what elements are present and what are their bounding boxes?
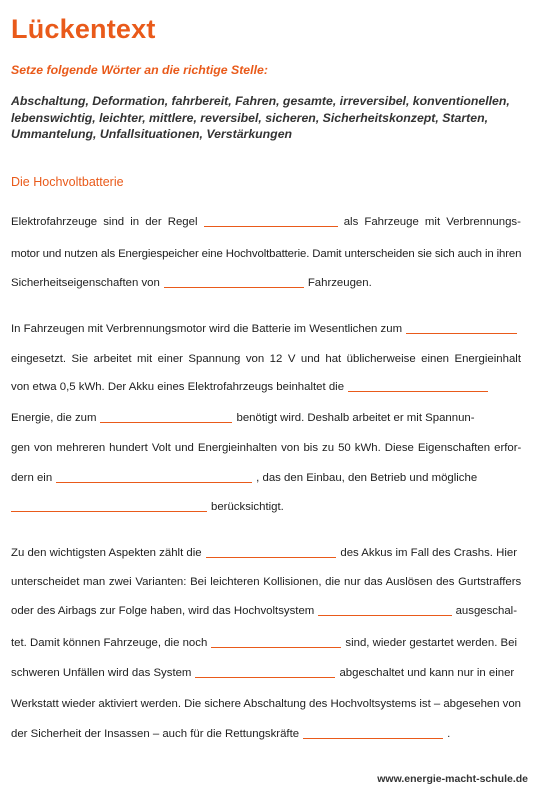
text-line [11,497,521,517]
text: Energie, die zum [11,412,97,424]
text: eingesetzt. Sie arbeitet mit einer Spannung von 12 V und hat üblicherweise einen Energieinhalt [11,353,521,365]
blank-field[interactable] [211,635,341,648]
text: motor und nutzen als Energiespeicher eine Hochvoltbatterie. Damit unterscheiden sie sich auch in ihren [11,248,522,260]
text: Sicherheitseigenschaften von [11,277,160,289]
blank-field[interactable] [204,214,338,227]
text: benötigt wird. Deshalb arbeitet er mit Spannun- [236,412,475,424]
blank-field[interactable] [56,470,252,483]
text: mit [424,216,441,228]
text-line [11,377,521,397]
blank-field[interactable] [164,275,304,288]
text-line [11,601,521,621]
text: als [343,216,359,228]
text: Regel [167,216,198,228]
text: in [130,216,140,228]
text: gen von mehreren hundert Volt und Energieinhalten von bis zu 50 kWh. Diese Eigenschaften erfor- [11,442,522,454]
text: unterscheidet man zwei Varianten: Bei leichteren Kollisionen, die nur das Auslösen des Gurtstraffers [11,576,522,588]
text: Verbrennungs- [446,216,521,228]
text: . [447,728,451,740]
text-line [11,212,521,232]
text: der [145,216,162,228]
text-line [11,724,521,744]
text: oder des Airbags zur Folge haben, wird das Hochvoltsystem [11,605,315,617]
text-line [11,319,521,339]
footer-url: www.energie-macht-schule.de [377,773,528,785]
text-line [11,694,521,714]
text-line [11,543,521,563]
text: Fahrzeuge [364,216,419,228]
text-line [11,663,521,683]
text: ausgeschal- [455,605,517,617]
text: schweren Unfällen wird das System [11,667,192,679]
text: In Fahrzeugen mit Verbrennungsmotor wird die Batterie im Wesentlichen zum [11,323,403,335]
blank-field[interactable] [100,410,232,423]
text: sind [103,216,125,228]
blank-field[interactable] [195,665,335,678]
text-line [11,349,521,369]
blank-field[interactable] [303,726,443,739]
blank-field[interactable] [206,545,337,558]
text: Werkstatt wieder aktiviert werden. Die sichere Abschaltung des Hochvoltsystems ist – abgesehen von [11,698,521,710]
text: des Akkus im Fall des Crashs. Hier [340,547,517,559]
instruction: Setze folgende Wörter an die richtige Stelle: [11,63,268,77]
text-line [11,633,521,653]
text-line [11,273,521,293]
text-line [11,572,521,592]
text-line [11,244,521,264]
text: der Sicherheit der Insassen – auch für die Rettungskräfte [11,728,300,740]
blank-field[interactable] [11,499,207,512]
text: Fahrzeugen. [307,277,372,289]
text: dern ein [11,472,53,484]
text: von etwa 0,5 kWh. Der Akku eines Elektrofahrzeugs beinhaltet die [11,381,345,393]
text: , das den Einbau, den Betrieb und mögliche [256,472,478,484]
text: Elektrofahrzeuge [11,216,98,228]
text: berücksichtigt. [211,501,284,513]
word-list: Abschaltung, Deformation, fahrbereit, Fahren, gesamte, irreversibel, konventionellen, lebenswichtig, leichter, mittlere, reversibel, sicheren, Sicherheitskonzept, Starten, Ummantelung, Unfallsituationen, Verstärkungen [11,94,510,141]
section-title: Die Hochvoltbatterie [11,175,124,189]
text: sind, wieder gestartet werden. Bei [345,637,517,649]
text: Zu den wichtigsten Aspekten zählt die [11,547,202,559]
page-title: Lückentext [11,14,156,44]
text-line [11,438,521,458]
text: tet. Damit können Fahrzeuge, die noch [11,637,208,649]
text: abgeschaltet und kann nur in einer [339,667,515,679]
blank-field[interactable] [318,603,451,616]
blank-field[interactable] [406,321,517,334]
text-line [11,468,521,488]
text-line [11,408,521,428]
blank-field[interactable] [348,379,488,392]
